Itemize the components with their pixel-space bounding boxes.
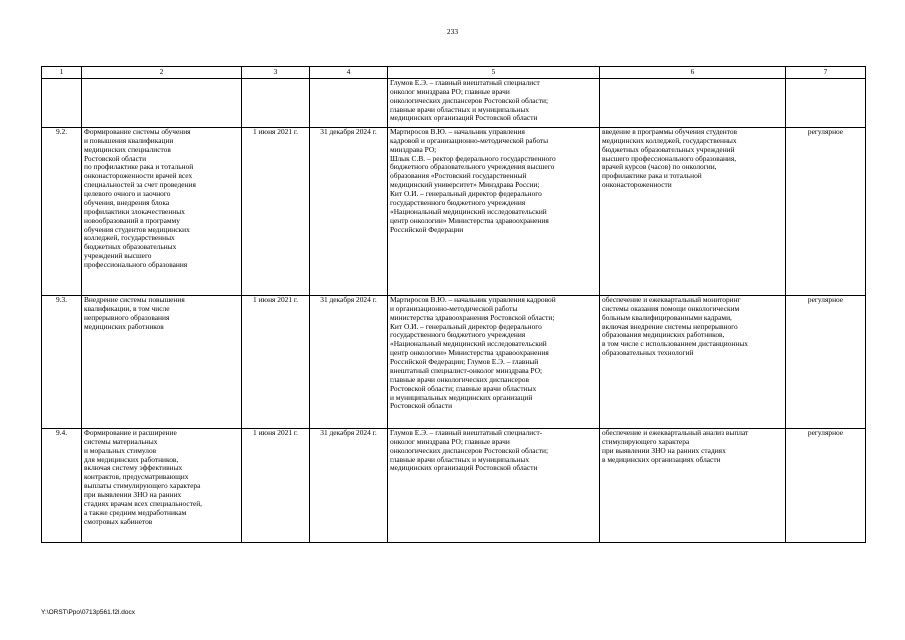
item-responsible: Мартиросов В.Ю. – начальник управления кадровой и организационно-методической работы министерства здравоохранения Ростовской области; Кит О.И. – генеральный директор федерального государственного бюджетного учреждения «Национальный медицинский исследовательский центр онкологии» Министерства здравоохранения Российской Федерации; Глумов Е.Э. – главный внештатный специалист-онколог минздрава РО; главные врачи онкологических диспансеров Ростовской области; главные врачи областных и муниципальных медицинских организаций Ростовской области — [388, 295, 600, 428]
column-header: 1 — [42, 67, 82, 79]
item-end-date: 31 декабря 2024 г. — [310, 295, 388, 428]
table-row — [42, 78, 866, 127]
item-start-date — [242, 78, 310, 127]
item-end-date — [310, 78, 388, 127]
item-title: Формирование системы обучения и повышения квалификации медицинских специалистов Ростовской области по профилактике рака и тотальной онконастороженности врачей всех специальностей за счет проведения целевого очного и заочного обучения, внедрения блока профилактики злокачественных новообразований в программу обучения студентов медицинских колледжей, государственных бюджетных образовательных учреждений высшего профессионального образования — [82, 127, 242, 295]
item-end-date: 31 декабря 2024 г. — [310, 428, 388, 542]
item-result — [600, 78, 786, 127]
table-header-row — [42, 67, 866, 79]
item-responsible: Глумов Е.Э. – главный внештатный специалист- онколог минздрава РО; главные врачи онкологических диспансеров Ростовской области; главные врачи областных и муниципальных медицинских организаций Ростовской области — [388, 428, 600, 542]
item-title — [82, 78, 242, 127]
item-start-date: 1 июня 2021 г. — [242, 428, 310, 542]
column-header: 7 — [786, 67, 866, 79]
item-title: Внедрение системы повышения квалификации, в том числе непрерывного образования медицинских работников — [82, 295, 242, 428]
page-number: 233 — [446, 27, 459, 36]
item-responsible: Мартиросов В.Ю. – начальник управления кадровой и организационно-методической работы минздрава РО; Шлык С.В. – ректор федерального государственного бюджетного образовательного учреждения высшего образования «Ростовский государственный медицинский университет» Минздрава России; Кит О.И. – генеральный директор федерального государственного бюджетного учреждения «Национальный медицинский исследовательский центр онкологии» Министерства здравоохранения Российской Федерации — [388, 127, 600, 295]
column-header: 3 — [242, 67, 310, 79]
item-responsible: Глумов Е.Э. – главный внештатный специалист онколог минздрава РО; главные врачи онкологических диспансеров Ростовской области; главные врачи областных и муниципальных медицинских организаций Ростовской области — [388, 78, 600, 127]
table-row — [42, 295, 866, 428]
item-number — [42, 78, 82, 127]
table-row — [42, 127, 866, 295]
item-type — [786, 78, 866, 127]
item-result: введение в программы обучения студентов медицинских колледжей, государственных бюджетных образовательных учреждений высшего профессионального образования, врачей курсов (часов) по онкологии, профилактике рака и тотальной онконастороженности — [600, 127, 786, 295]
item-start-date: 1 июня 2021 г. — [242, 127, 310, 295]
item-end-date: 31 декабря 2024 г. — [310, 127, 388, 295]
item-title: Формирование и расширение системы материальных и моральных стимулов для медицинских работников, включая систему эффективных контрактов, предусматривающих выплаты стимулирующего характера при выявлении ЗНО на ранних стадиях врачам всех специальностей, а также средним медработникам смотровых кабинетов — [82, 428, 242, 542]
item-result: обеспечение и ежеквартальный мониторинг системы оказания помощи онкологическим больным квалифицированными кадрами, включая внедрение системы непрерывного образования медицинских работников, в том числе с использованием дистанционных образовательных технологий — [600, 295, 786, 428]
file-path-footer: Y:\ORST\Ppo\0713p561.f2l.docx — [41, 609, 135, 616]
item-result: обеспечение и ежеквартальный анализ выплат стимулирующего характера при выявлении ЗНО на ранних стадиях в медицинских организациях области — [600, 428, 786, 542]
item-start-date: 1 июня 2021 г. — [242, 295, 310, 428]
column-header: 6 — [600, 67, 786, 79]
item-type: регулярное — [786, 295, 866, 428]
item-type: регулярное — [786, 127, 866, 295]
column-header: 2 — [82, 67, 242, 79]
column-header: 4 — [310, 67, 388, 79]
column-header: 5 — [388, 67, 600, 79]
item-number: 9.2. — [42, 127, 82, 295]
table-row — [42, 428, 866, 542]
measures-table — [41, 66, 866, 543]
item-type: регулярное — [786, 428, 866, 542]
item-number: 9.3. — [42, 295, 82, 428]
item-number: 9.4. — [42, 428, 82, 542]
